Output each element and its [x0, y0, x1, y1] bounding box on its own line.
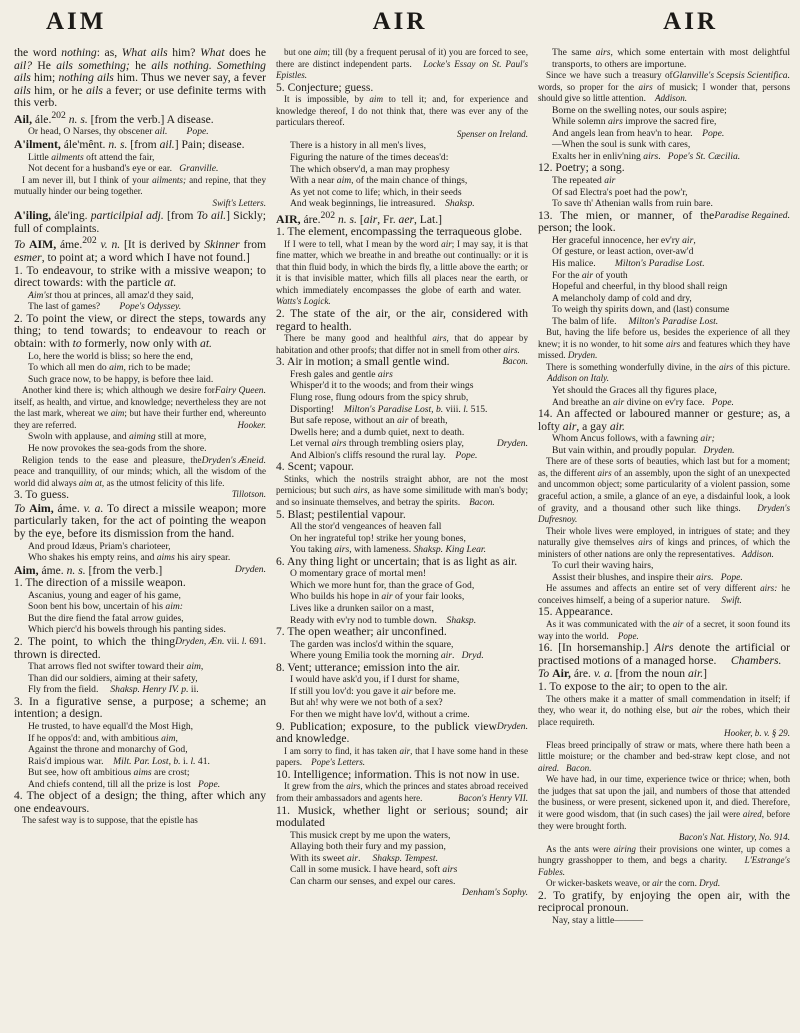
citation-text: There is something wonderfully divine, in the airs of this picture. Addison on Italy. — [538, 361, 790, 384]
sense-definition: 3. To guess. — [14, 488, 70, 502]
column-left — [14, 47, 266, 1027]
sense-definition: 11. Musick, whether light or serious; sound; air modulated — [276, 803, 528, 830]
citation-text: Religion tends to the ease and pleasure, the peace and tranquillity, of our minds; which, all the wisdom of the world did always aim at, as the utmost felicity of this life. Tillotson. — [14, 454, 266, 500]
sense-definition: 10. Intelligence; information. This is not now in use. — [276, 767, 520, 781]
sense-definition: 2. The state of the air, or the air, considered with regard to health. — [276, 307, 528, 333]
column-right — [538, 47, 790, 1027]
running-head-center: AIR — [372, 8, 428, 35]
sense-definition: 13. The mien, or manner, of the person; the look. — [538, 208, 715, 235]
sense-definition: 2. To point the view, or direct the steps, towards any thing; to tend towards; to endeavour to reach or obtain: with to formerly, now only with at. — [14, 311, 266, 350]
sense-definition: 3. In a figurative sense, a purpose; a scheme; an intention; a design. — [14, 694, 266, 721]
sense-definition: 4. The object of a design; the thing, after which any one endeavours. — [14, 789, 266, 815]
quotation: Lo, here the world is bliss; so here the end, To which all men do aim, rich to be made; Such grace now, to be happy, is before thee laid. Fairy Queen. — [28, 350, 266, 397]
entry-headword: To Aim, áme. v. a. To direct a missile weapon; more particularly taken, for the act of pointing the weapon by the eye, before its dismission from the hand. — [14, 500, 266, 540]
citation-text: As it was communicated with the air of a secret, it soon found its way into the world. Pope. — [538, 619, 790, 641]
citation-text: The safest way is to suppose, that the epistle has — [22, 815, 198, 826]
source-reference: Spenser on Ireland. — [456, 128, 528, 139]
quotation: That arrows fled not swifter toward their aim, Than did our soldiers, aiming at their safety, Fly from the field. Shaksp. Henry IV. p. ii. — [28, 661, 204, 696]
sense-definition: 1. The element, encompassing the terraqueous globe. — [276, 225, 523, 239]
citation-text: He assumes and affects an entire set of very different airs: he conceives himself, a being of a superior nature. Swift. — [538, 583, 790, 605]
quotation: Let vernal airs through trembling osiers play, And Albion's cliffs resound the rural lay. Pope. — [290, 438, 478, 461]
quotation: He trusted, to have equall'd the Most High, If he oppos'd: and, with ambitious aim, Against the throne and monarchy of God, Rais'd impious war. Milt. Par. Lost, b. i. l. 41. But see, how oft ambitious aims are crost; And chiefs contend, till all the prize is lost Pope. — [28, 721, 221, 790]
quotation: Whom Ancus follows, with a fawning air; But vain within, and proudly popular. Dryden. — [552, 433, 735, 456]
sense-definition: 4. Scent; vapour. — [276, 460, 354, 474]
source-reference: Swift's Letters. — [212, 197, 266, 208]
quotation: And proud Idæus, Priam's charioteer, Who shakes his empty reins, and aims his airy spear. Dryden. — [28, 540, 266, 575]
citation-text: Fleas breed principally of straw or mats, where there hath been a little moisture; or the chamber and bed-straw kept close, and not aired. Bacon. — [538, 739, 790, 773]
entry-headword: A'ilment, ále'mênt. n. s. [from ail.] Pain; disease. — [14, 136, 245, 151]
sense-definition: 12. Poetry; a song. — [538, 161, 625, 175]
entry-headword: AIR, áre.$^{202}$ n. s. [air, Fr. aer, Lat.] — [276, 209, 442, 226]
quotation: Borne on the swelling notes, our souls aspire; While solemn airs improve the sacred fire, And angels lean from heav'n to hear. Pope. —When the soul is sunk with cares, Exalts her in enliv'ning airs. Pope's St. Cæcilia. — [552, 104, 741, 162]
running-head — [0, 8, 800, 46]
quotation: Fresh gales and gentle airs Whisper'd it to the woods; and from their wings Flung rose, flung odours from the spicy shrub, Disporting! Milton's Paradise Lost, b. viii. l. 515. But safe repose, without an air of breath, Dwells here; and a dumb quiet, next to death. Dryden. — [290, 368, 528, 450]
entry-headword: To AIM, áme.$^{202}$ v. n. [It is derived by Skinner from esmer, to point at; a word which I have not found.] — [14, 235, 266, 264]
citation-text: I am never ill, but I think of your ailments; and repine, that they mutually hinder our being together. — [14, 174, 266, 197]
citation-text: It grew from the airs, which the princes and states abroad received from their ambassadors and agents here. Bacon's Henry VII. — [276, 781, 528, 803]
citation-text: Their whole lives were employed, in intrigues of state; and they naturally give themselves airs of kings and princes, of which the ministers of other nations are only the representatives. Addison. — [538, 525, 790, 559]
sense-definition: 2. The point, to which the thing thrown is directed. — [14, 635, 176, 661]
citation-text: If I were to tell, what I mean by the word air; I may say, it is that fine matter, which we breathe in and breathe out continually: or it is that thin fluid body, in which the birds fly, a little above the earth; or it is that invisible matter, which fills all places near the earth, or which immediately encompasses the globe of earth and water. Watts's Logick. — [276, 238, 528, 307]
sense-definition: 2. To gratify, by enjoying the open air, with the reciprocal pronoun. — [538, 888, 790, 915]
entry-headword: the word nothing: as, What ails him? What does he ail? He ails something; he ails nothing. Something ails him; nothing ails him. Thus we never say, a fever ails him, or he ails a fever; or use definite terms with this verb. — [14, 47, 266, 110]
sense-definition: 14. An affected or laboured manner or gesture; as, a lofty air, a gay air. — [538, 407, 790, 433]
quotation: Her graceful innocence, her ev'ry air, Of gesture, or least action, over-aw'd His malice. Milton's Paradise Lost. For the air of youth Hopeful and cheerful, in thy blood shall reign A melancholy damp of cold and dry, To weigh thy spirits down, and (last) consume The balm of life. Milton's Paradise Lost. — [552, 234, 730, 327]
citation-text: The others make it a matter of small commendation in itself; if they, who wear it, do nothing else, but air the robes, which their place requireth. — [538, 693, 790, 727]
quotation: The garden was inclos'd within the square, Where young Emilia took the morning air. Dryd. — [290, 638, 484, 662]
sense-definition: 7. The open weather; air unconfined. — [276, 625, 447, 639]
sense-definition: 15. Appearance. — [538, 605, 614, 619]
citation-text: Or wicker-baskets weave, or air the corn. Dryd. — [546, 878, 721, 889]
citation-text: but one aim; till (by a frequent perusal of it) you are forced to see, there are distinct independent parts. Locke's Essay on St. Paul's Epistles. — [276, 47, 528, 81]
quotation: O momentary grace of mortal men! Which we more hunt for, than the grace of God, Who builds his hope in air of your fair looks, Lives like a drunken sailor on a mast, Ready with ev'ry nod to tumble down. Shaksp. — [290, 568, 477, 626]
sense-definition: 1. To endeavour, to strike with a missive weapon; to direct towards: with the particle at. — [14, 263, 266, 290]
quotation: All the stor'd vengeances of heaven fall On her ingrateful top! strike her young bones, You taking airs, with lameness. Shaksp. King Lear. — [290, 521, 486, 556]
quotation: Swoln with applause, and aiming still at more, He now provokes the sea-gods from the shore. Dryden's Æneid. — [28, 431, 266, 466]
citation-text: There are of these sorts of beauties, which last but for a moment; as, the different airs of an assembly, upon the sight of an unexpected and uncommon object; some particularity of a violent passion, some graceful action, a smile, a glance of an eye, a disdainful look, a look of gravity, and a thousand other such like things. Dryden's Dufresnoy. — [538, 456, 790, 525]
sense-definition: 16. [In horsemanship.] Airs denote the artificial or practised motions of a managed horse. Chambers. — [538, 641, 790, 667]
citation-text: I am sorry to find, it has taken air, that I have some hand in these papers. Pope's Letters. — [276, 745, 528, 768]
citation-text: But, having the life before us, besides the experience of all they knew; it is no wonder, to hit some airs and features which they have missed. Dryden. — [538, 327, 790, 361]
sense-definition: 6. Any thing light or uncertain; that is as light as air. — [276, 554, 518, 568]
citation-text: Since we have such a treasury of words, so proper for the airs of musick; I wonder that, persons should give so little attention. Addison. — [538, 70, 790, 104]
citation-text: It is impossible, by aim to tell it; and, for experience and knowledge thereof, I do not think that, there was ever any of the particulars thereof. — [276, 94, 528, 128]
entry-headword: To Air, áre. v. a. [from the noun air.] — [538, 666, 708, 681]
sense-definition: 5. Blast; pestilential vapour. — [276, 507, 406, 521]
sense-definition: 9. Publication; exposure, to the publick view and knowledge. — [276, 719, 497, 746]
source-reference: Hooker, b. v. § 29. — [724, 728, 790, 739]
dictionary-columns — [14, 47, 790, 1027]
quotation: Or head, O Narses, thy obscener ail. Pope. — [28, 126, 209, 138]
sense-definition: 5. Conjecture; guess. — [276, 80, 374, 94]
quotation: Little ailments oft attend the fair, Not decent for a husband's eye or ear. Granville. — [28, 151, 219, 175]
quotation: There is a history in all men's lives, Figuring the nature of the times deceas'd: The which observ'd, a man may prophesy With a near aim, of the main chance of things, As yet not come to life; which, in their seeds And weak beginnings, lie intreasured. Shaksp. — [290, 140, 475, 210]
citation-text: We have had, in our time, experience twice or thrice; when, both the judges that sat upon the jail, and numbers of those that attended the business, or were present, sickened upon it, and died. Therefore, it were good wisdom, that (in such cases) the jail were aired, before they were brought forth. — [538, 774, 790, 831]
citation-text: There be many good and healthful airs, that do appear by habitation and other proofs; that differ not in smell from other airs. Bacon. — [276, 333, 528, 367]
entry-headword: A'iling, ále'ing. particilpial adj. [from To ail.] Sickly; full of complaints. — [14, 208, 266, 235]
quotation: Yet should the Graces all thy figures place, And breathe an air divine on ev'ry face. Pope. — [552, 385, 734, 408]
quotation: Nay, stay a little——— — [552, 915, 644, 927]
quotation: To curl their waving hairs, Assist their blushes, and inspire their airs. Pope. — [552, 560, 743, 583]
column-middle — [276, 47, 528, 1027]
quotation: Aim'st thou at princes, all amaz'd they said, The last of games? Pope's Odyssey. — [28, 289, 194, 313]
quotation: The same airs, which some entertain with most delightful transports, to others are importune. Glanville's Scepsis Scientifica. — [552, 47, 790, 82]
sense-definition: 3. Air in motion; a small gentle wind. — [276, 355, 450, 369]
quotation: Ascanius, young and eager of his game, Soon bent his bow, uncertain of his aim: But the dire fiend the fatal arrow guides, Which pierc'd his bowels through his panting sides. Dryden, Æn. vii. l. 691. — [28, 589, 266, 647]
citation-text: As the ants were airing their provisions one winter, up comes a hungry grasshopper to them, and begs a charity. L'Estrange's Fables. — [538, 843, 790, 877]
entry-headword: Aim, áme. n. s. [from the verb.] — [14, 562, 163, 577]
source-reference: Bacon's Nat. History, No. 914. — [678, 832, 790, 843]
sense-definition: 8. Vent; utterance; emission into the air. — [276, 660, 460, 674]
quotation: The repeated air Of sad Electra's poet had the pow'r, To save th' Athenian walls from ruin bare. Paradise Regained. — [552, 175, 790, 221]
quotation: This musick crept by me upon the waters, Allaying both their fury and my passion, With its sweet air. Shaksp. Tempest. Call in some musick. I have heard, soft airs Can charm our senses, and expel our cares. Denham's Sophy. — [290, 829, 528, 899]
running-head-right: AIR — [663, 8, 718, 35]
entry-headword: Ail, ále.$^{202}$ n. s. [from the verb.] A disease. — [14, 109, 214, 126]
sense-definition: 1. To expose to the air; to open to the air. — [538, 679, 728, 693]
sense-definition: 1. The direction of a missile weapon. — [14, 576, 186, 590]
running-head-left: AIM — [46, 8, 107, 35]
citation-text: Another kind there is; which although we desire for itself, as health, and virtue, and knowledge; nevertheless they are not the last mark, whereat we aim; but have their further end, whereunto they are referred. Hooker. — [14, 385, 266, 430]
quotation: I would have ask'd you, if I durst for shame, If still you lov'd: you gave it air before me. But ah! why were we not both of a sex? For then we might have lov'd, without a crime. Dryden. — [290, 674, 528, 732]
citation-text: Stinks, which the nostrils straight abhor, are not the most pernicious; but such airs, as have some similitude with man's body; and so insinuate themselves, and betray the spirits. Bacon. — [276, 473, 528, 507]
